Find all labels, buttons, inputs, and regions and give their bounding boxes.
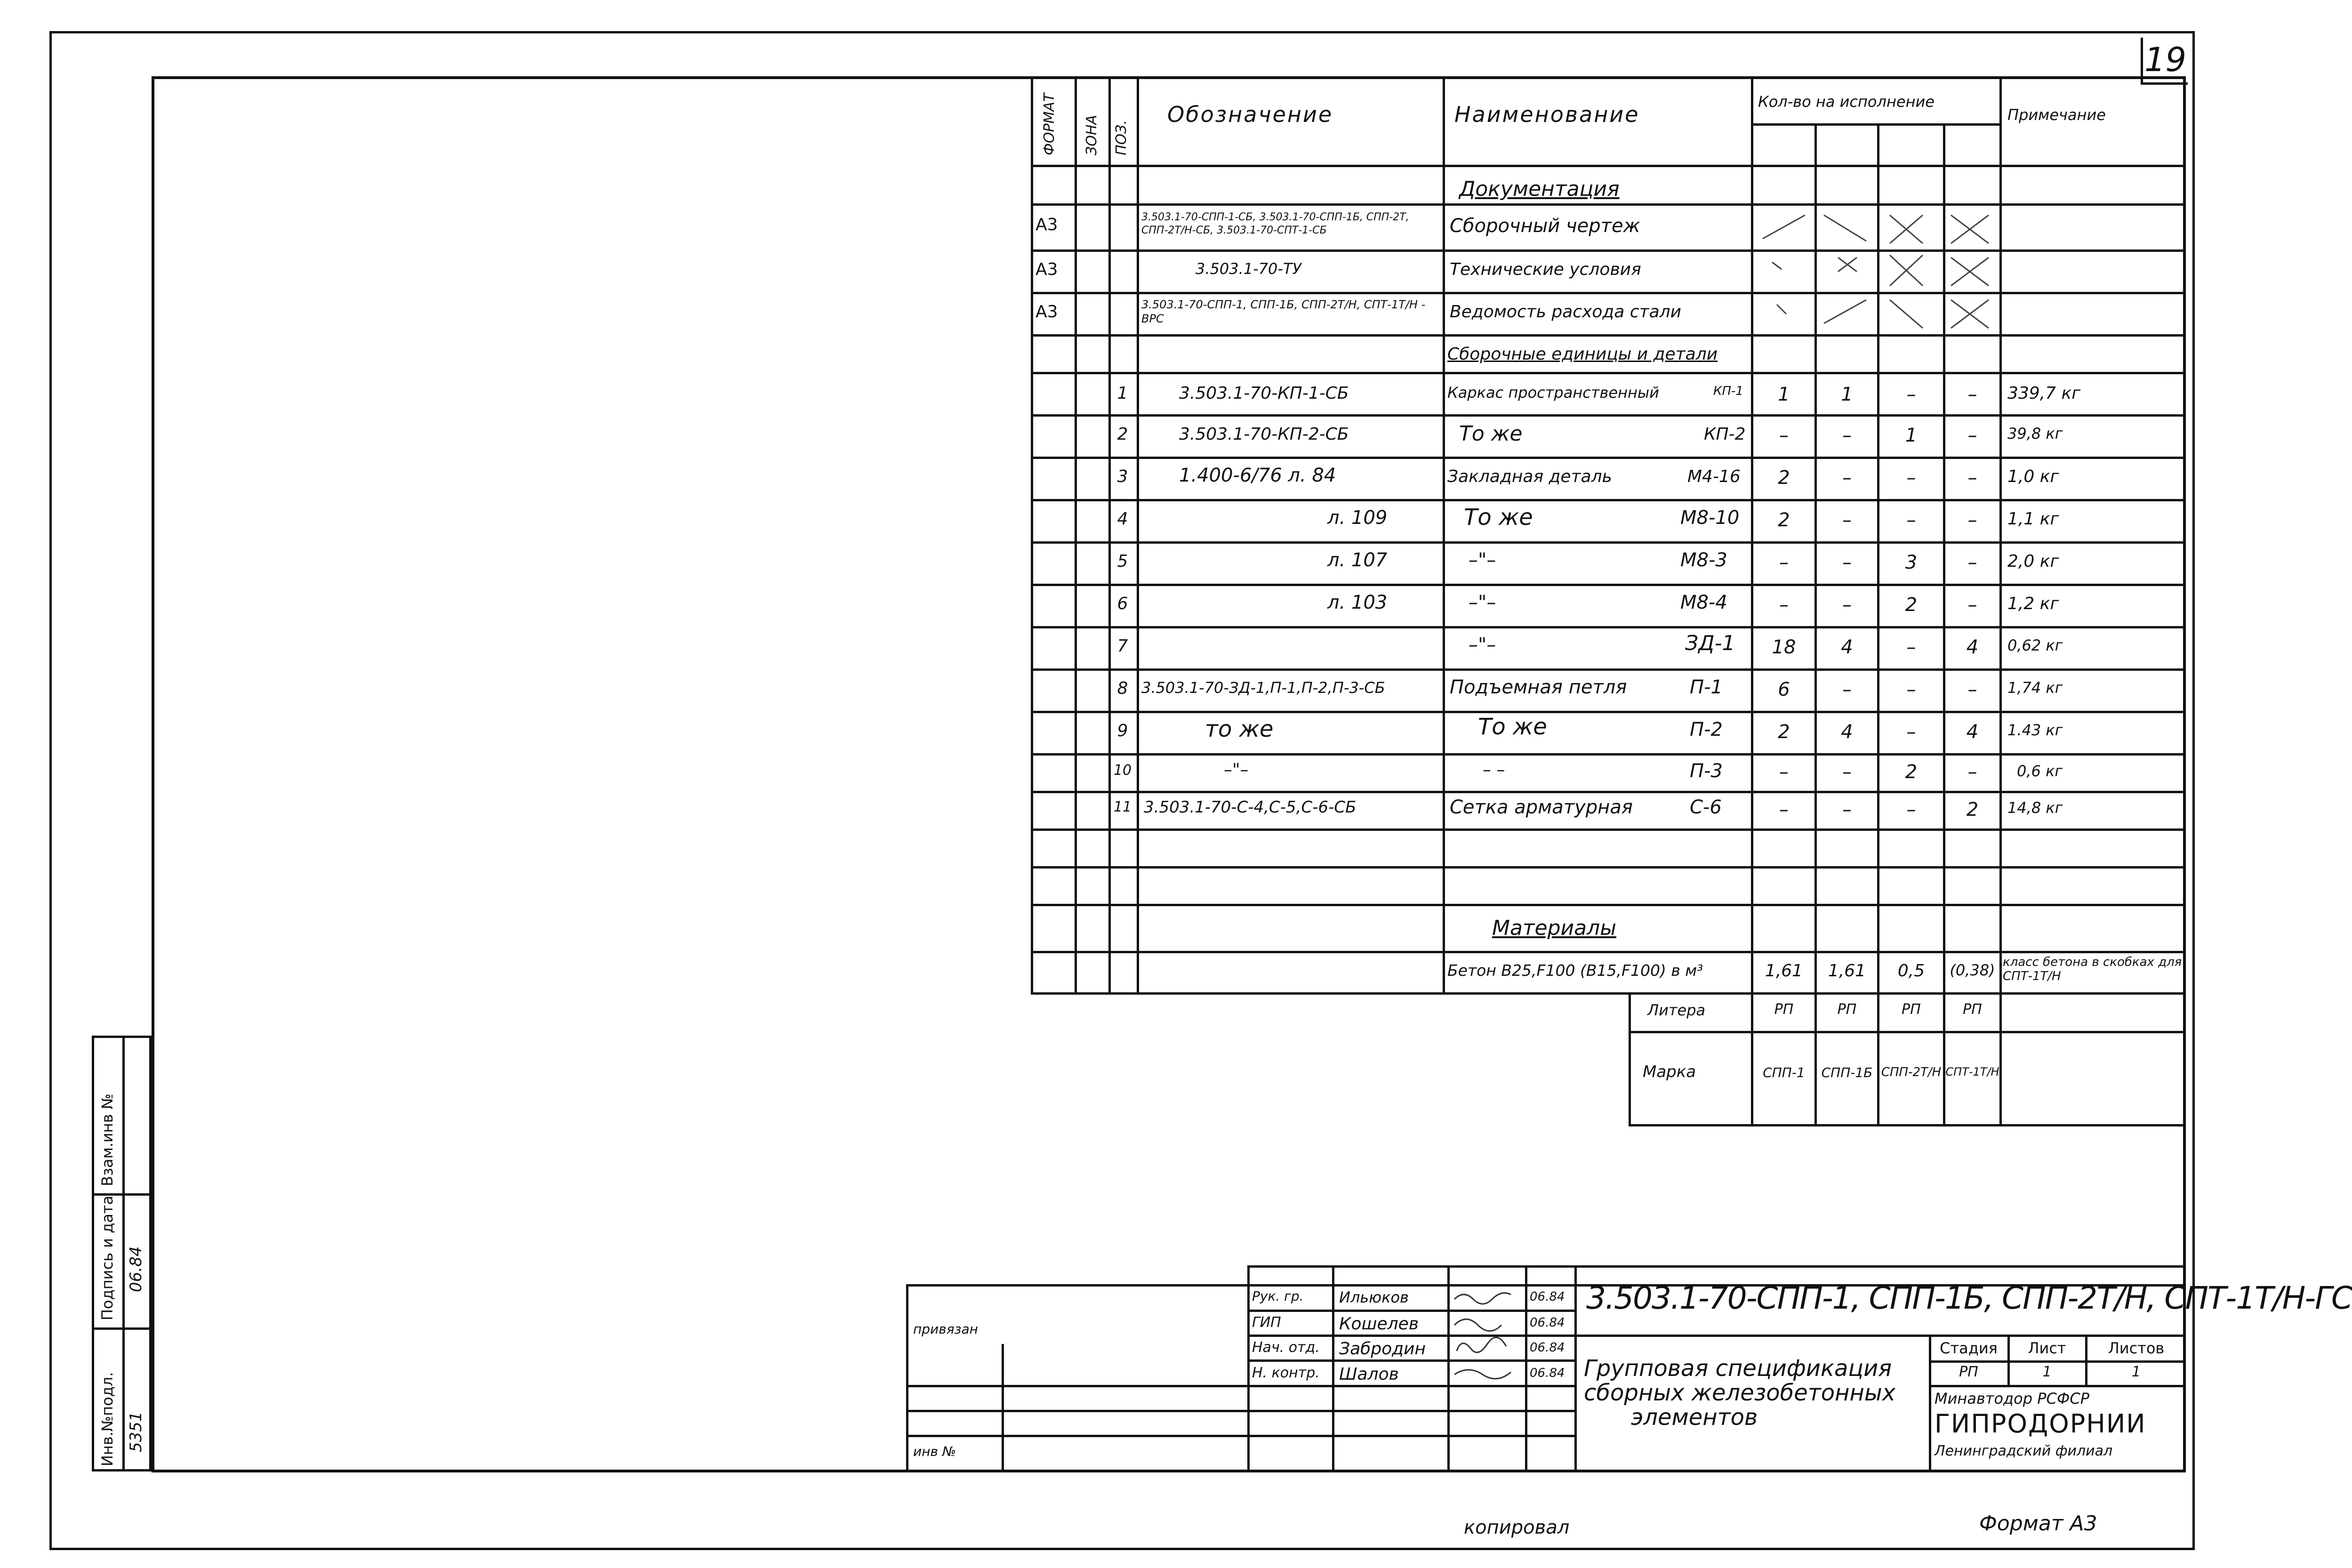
row-q3: – bbox=[1906, 679, 1916, 700]
role-label: Рук. гр. bbox=[1252, 1288, 1304, 1304]
row-pos: 6 bbox=[1117, 594, 1128, 613]
row-mark: КП-2 bbox=[1704, 425, 1746, 444]
header-designation: Обозначение bbox=[1167, 102, 1333, 127]
section-assembly: Сборочные единицы и детали bbox=[1447, 345, 1718, 364]
row-pos: 11 bbox=[1113, 799, 1132, 815]
row-pos: 3 bbox=[1117, 467, 1128, 486]
marka-label: Марка bbox=[1643, 1062, 1696, 1081]
title-line: сборных железобетонных bbox=[1584, 1379, 1896, 1406]
row-pos: 2 bbox=[1117, 425, 1128, 444]
row-q2: – bbox=[1842, 552, 1852, 573]
row-q3: – bbox=[1906, 509, 1916, 531]
footer-copied: копировал bbox=[1464, 1517, 1570, 1538]
litera-label: Литера bbox=[1647, 1001, 1706, 1019]
row-q2: 4 bbox=[1841, 636, 1853, 658]
stage-value: РП bbox=[1959, 1364, 1978, 1380]
section-materials: Материалы bbox=[1492, 916, 1616, 940]
date-value: 06.84 bbox=[127, 1246, 145, 1292]
row-q3: – bbox=[1906, 721, 1916, 743]
sheet-label: Лист bbox=[2028, 1339, 2066, 1357]
row-designation: л. 109 bbox=[1327, 507, 1388, 529]
role-label: Н. контр. bbox=[1252, 1365, 1320, 1381]
row-pos: 9 bbox=[1117, 721, 1128, 740]
row-name: Подъемная петля bbox=[1450, 676, 1627, 698]
role-date: 06.84 bbox=[1530, 1341, 1565, 1355]
role-name: Забродин bbox=[1339, 1339, 1426, 1359]
signature-marks bbox=[1450, 1287, 1525, 1382]
row-q3: – bbox=[1906, 384, 1916, 405]
row-q1: – bbox=[1779, 799, 1789, 820]
row-q3: 3 bbox=[1905, 552, 1918, 573]
row-q4: – bbox=[1967, 594, 1977, 616]
row-note: 1,74 кг bbox=[2007, 679, 2063, 697]
row-mark: П-2 bbox=[1690, 719, 1723, 740]
row-q1: 18 bbox=[1772, 636, 1796, 658]
document-title bbox=[1584, 1357, 1923, 1430]
row-q3: – bbox=[1906, 636, 1916, 658]
sheet-number: 19 bbox=[2141, 38, 2188, 85]
row-name: Сетка арматурная bbox=[1450, 796, 1633, 818]
row-q3: 1 bbox=[1905, 425, 1918, 446]
doc-row-format: А3 bbox=[1036, 302, 1058, 322]
row-q1: – bbox=[1779, 761, 1789, 783]
row-note: 0,6 кг bbox=[2017, 762, 2063, 780]
role-label: Нач. отд. bbox=[1252, 1339, 1320, 1356]
row-name: То же bbox=[1464, 504, 1533, 531]
role-date: 06.84 bbox=[1530, 1366, 1565, 1380]
row-q4: – bbox=[1967, 467, 1977, 489]
row-q2: – bbox=[1842, 799, 1852, 820]
row-note: 1,1 кг bbox=[2007, 509, 2059, 529]
row-q4: – bbox=[1967, 679, 1977, 700]
row-mark: С-6 bbox=[1690, 796, 1722, 818]
row-note: 1,2 кг bbox=[2007, 594, 2059, 613]
row-q4: 4 bbox=[1966, 636, 1979, 658]
sheets-value: 1 bbox=[2131, 1364, 2141, 1380]
row-q2: – bbox=[1842, 467, 1852, 489]
row-q4: – bbox=[1967, 509, 1977, 531]
row-q4: 4 bbox=[1966, 721, 1979, 743]
org-name: ГИПРОДОРНИИ bbox=[1935, 1409, 2146, 1439]
row-q1: 2 bbox=[1778, 509, 1790, 531]
row-q4: – bbox=[1967, 761, 1977, 783]
row-designation: –"– bbox=[1224, 760, 1249, 780]
role-name: Кошелев bbox=[1339, 1314, 1419, 1334]
row-q1: – bbox=[1779, 552, 1789, 573]
row-q2: – bbox=[1842, 761, 1852, 783]
row-designation: л. 103 bbox=[1327, 592, 1388, 613]
row-q1: – bbox=[1779, 425, 1789, 446]
doc-row-name: Технические условия bbox=[1450, 260, 1641, 279]
row-mark: М8-3 bbox=[1680, 549, 1727, 571]
row-pos: 5 bbox=[1117, 552, 1128, 571]
header-format: ФОРМАТ bbox=[1041, 93, 1058, 155]
row-designation: 1.400-6/76 л. 84 bbox=[1179, 465, 1336, 486]
row-mark: П-3 bbox=[1690, 760, 1723, 782]
row-mark: П-1 bbox=[1690, 676, 1723, 698]
podpis-label: Подпись и дата bbox=[98, 1195, 116, 1320]
row-q4: – bbox=[1967, 552, 1977, 573]
header-zone: ЗОНА bbox=[1084, 115, 1100, 155]
row-name: – – bbox=[1483, 760, 1505, 780]
row-q3: 2 bbox=[1905, 594, 1918, 616]
row-note: 1.43 кг bbox=[2007, 721, 2063, 739]
row-designation: 3.503.1-70-ЗД-1,П-1,П-2,П-3-СБ bbox=[1141, 679, 1385, 697]
row-q2: 1 bbox=[1841, 384, 1853, 405]
doc-row-format: А3 bbox=[1036, 260, 1058, 279]
row-mark: М8-10 bbox=[1680, 507, 1740, 529]
material-q3: 0,5 bbox=[1897, 961, 1925, 981]
role-date: 06.84 bbox=[1530, 1290, 1565, 1304]
litera-value: РП bbox=[1837, 1001, 1857, 1018]
header-qty: Кол-во на исполнение bbox=[1758, 93, 1935, 111]
title-line: элементов bbox=[1631, 1404, 1758, 1431]
vzam-label: Взам.инв № bbox=[98, 1094, 116, 1186]
org-ministry: Минавтодор РСФСР bbox=[1935, 1390, 2090, 1407]
doc-row-name: Ведомость расхода стали bbox=[1450, 302, 1682, 322]
sheets-label: Листов bbox=[2108, 1339, 2165, 1357]
role-name: Шалов bbox=[1339, 1365, 1399, 1384]
doc-row-designation: 3.503.1-70-СПП-1, СПП-1Б, СПП-2Т/Н, СПТ-1Т/Н - ВРС bbox=[1141, 298, 1426, 325]
row-q1: – bbox=[1779, 594, 1789, 616]
row-mark: М8-4 bbox=[1680, 592, 1727, 613]
litera-value: РП bbox=[1774, 1001, 1794, 1018]
row-q1: 2 bbox=[1778, 721, 1790, 743]
document-code: 3.503.1-70-СПП-1, СПП-1Б, СПП-2Т/Н, СПТ-1Т/Н-ГС bbox=[1586, 1280, 2352, 1316]
role-label: ГИП bbox=[1252, 1314, 1281, 1331]
material-name: Бетон B25,F100 (B15,F100) в м³ bbox=[1447, 961, 1703, 980]
row-note: 339,7 кг bbox=[2007, 384, 2081, 403]
marka-value: СПП-1Б bbox=[1821, 1065, 1873, 1080]
row-mark: М4-16 bbox=[1687, 467, 1741, 486]
row-pos: 1 bbox=[1117, 384, 1128, 403]
row-name: Закладная деталь bbox=[1447, 467, 1612, 486]
material-q4: (0,38) bbox=[1950, 961, 1995, 979]
sheet-value: 1 bbox=[2042, 1364, 2052, 1380]
material-q1: 1,61 bbox=[1765, 961, 1803, 981]
footer-format: Формат А3 bbox=[1979, 1512, 2097, 1536]
privyazan-label: привязан bbox=[913, 1321, 978, 1337]
row-pos: 4 bbox=[1117, 509, 1128, 529]
row-q3: – bbox=[1906, 467, 1916, 489]
doc-row-name: Сборочный чертеж bbox=[1450, 215, 1640, 237]
row-pos: 7 bbox=[1117, 636, 1128, 656]
row-note: 1,0 кг bbox=[2007, 467, 2059, 486]
row-note: 39,8 кг bbox=[2007, 425, 2063, 442]
header-name: Наименование bbox=[1454, 102, 1640, 127]
doc-row-designation: 3.503.1-70-ТУ bbox=[1196, 260, 1301, 278]
row-name: –"– bbox=[1469, 592, 1496, 613]
row-designation: 3.503.1-70-КП-1-СБ bbox=[1179, 384, 1349, 403]
row-q3: 2 bbox=[1905, 761, 1918, 783]
row-name: То же bbox=[1459, 422, 1523, 446]
row-note: 2,0 кг bbox=[2007, 552, 2059, 571]
row-note: 0,62 кг bbox=[2007, 636, 2063, 654]
row-designation: 3.503.1-70-С-4,С-5,С-6-СБ bbox=[1144, 798, 1357, 817]
row-q4: – bbox=[1967, 425, 1977, 446]
doc-row-designation: 3.503.1-70-СПП-1-СБ, 3.503.1-70-СПП-1Б, СПП-2Т, СПП-2Т/Н-СБ, 3.503.1-70-СПТ-1-СБ bbox=[1141, 211, 1409, 236]
row-q2: – bbox=[1842, 509, 1852, 531]
inv-label: инв № bbox=[913, 1444, 956, 1459]
row-note: 14,8 кг bbox=[2007, 799, 2063, 817]
material-q2: 1,61 bbox=[1828, 961, 1866, 981]
row-q2: – bbox=[1842, 679, 1852, 700]
row-pos: 10 bbox=[1113, 762, 1132, 779]
title-line: Групповая спецификация bbox=[1584, 1355, 1892, 1382]
row-q1: 1 bbox=[1778, 384, 1790, 405]
row-designation: л. 107 bbox=[1327, 549, 1388, 571]
marka-value: СПП-1 bbox=[1763, 1065, 1805, 1080]
row-q2: – bbox=[1842, 594, 1852, 616]
row-pos: 8 bbox=[1117, 679, 1128, 698]
stage-label: Стадия bbox=[1940, 1339, 1998, 1357]
litera-value: РП bbox=[1902, 1001, 1921, 1018]
row-designation: то же bbox=[1205, 716, 1274, 742]
header-pos: ПОЗ. bbox=[1113, 120, 1130, 155]
role-date: 06.84 bbox=[1530, 1316, 1565, 1330]
section-documentation: Документация bbox=[1459, 177, 1620, 201]
row-designation: 3.503.1-70-КП-2-СБ bbox=[1179, 425, 1349, 444]
marka-value: СПТ-1Т/Н bbox=[1945, 1065, 1999, 1078]
material-note: класс бетона в скобках для СПТ-1Т/Н bbox=[2003, 955, 2182, 983]
row-name: То же bbox=[1478, 714, 1547, 740]
row-mark: КП-1 bbox=[1713, 384, 1743, 398]
row-q2: – bbox=[1842, 425, 1852, 446]
marka-value: СПП-2Т/Н bbox=[1881, 1065, 1942, 1079]
org-branch: Ленинградский филиал bbox=[1935, 1443, 2113, 1459]
inv-podl-label: Инв.№подл. bbox=[98, 1372, 116, 1466]
row-q1: 6 bbox=[1778, 679, 1790, 700]
row-name: Каркас пространственный bbox=[1447, 384, 1659, 402]
row-name: –"– bbox=[1469, 634, 1496, 656]
header-note: Примечание bbox=[2007, 106, 2106, 124]
inv-value: 5351 bbox=[127, 1411, 145, 1452]
row-q1: 2 bbox=[1778, 467, 1790, 489]
row-q4: 2 bbox=[1966, 799, 1979, 820]
row-mark: ЗД-1 bbox=[1685, 631, 1735, 655]
row-name: –"– bbox=[1469, 549, 1496, 571]
row-q3: – bbox=[1906, 799, 1916, 820]
litera-value: РП bbox=[1963, 1001, 1982, 1018]
row-q4: – bbox=[1967, 384, 1977, 405]
row-q2: 4 bbox=[1841, 721, 1853, 743]
doc-row-format: А3 bbox=[1036, 215, 1058, 234]
role-name: Ильюков bbox=[1339, 1288, 1409, 1306]
